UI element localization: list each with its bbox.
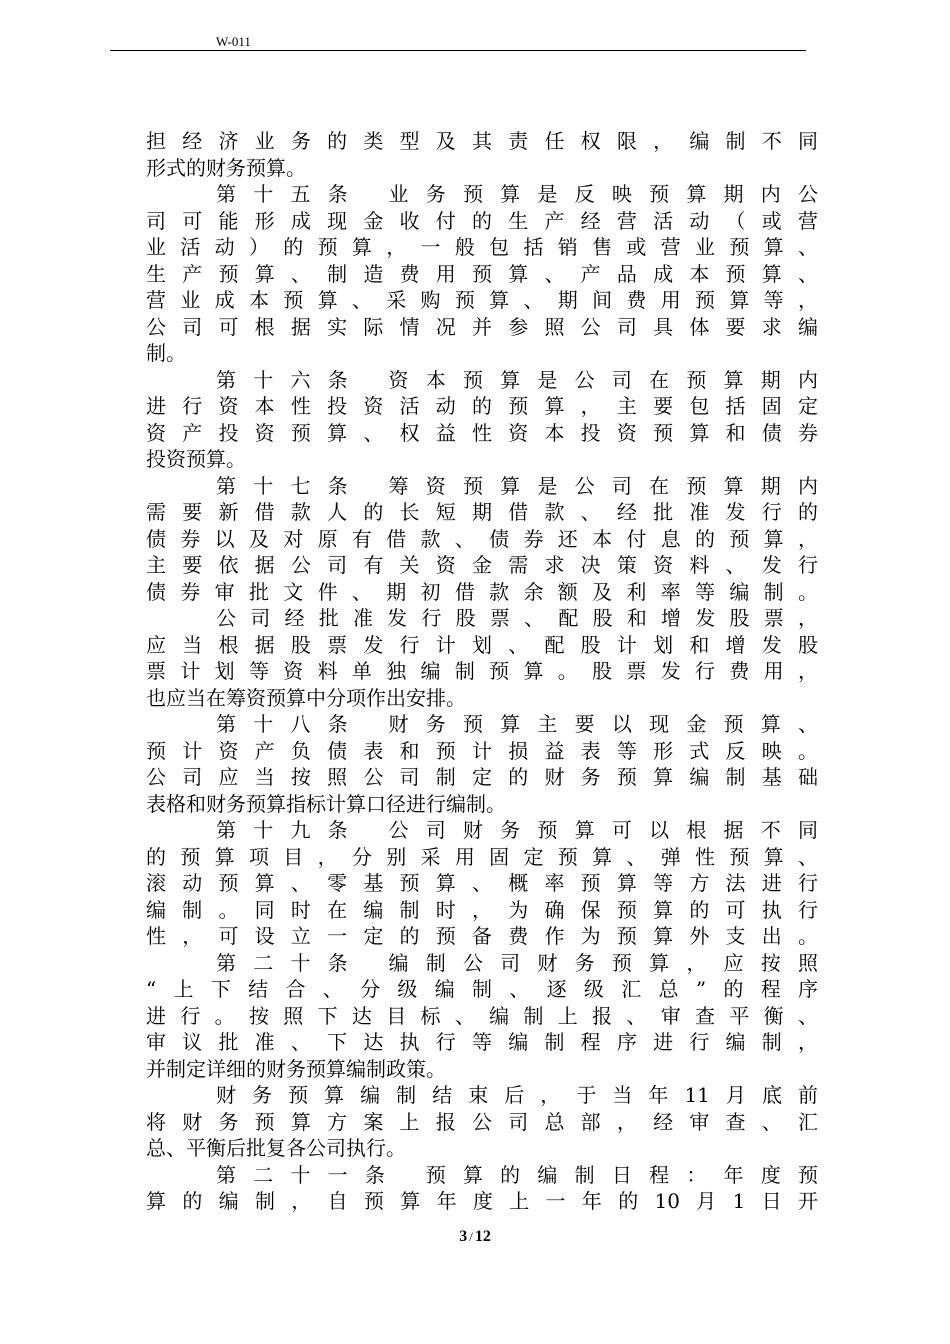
text-line: 营业成本预算、采购预算、期间费用预算等，	[146, 288, 818, 312]
text-line: 第十七条 筹资预算是公司在预算期内	[216, 473, 818, 498]
total-pages: 12	[474, 1228, 491, 1245]
text-line: 第十五条 业务预算是反映预算期内公	[216, 182, 818, 206]
text-line: 第二十一条 预算的编制日程：年度预	[216, 1162, 818, 1187]
text-line: 进行。按照下达目标、编制上报、审查平衡、	[146, 1003, 818, 1028]
text-line: 第二十条 编制公司财务预算，应按照	[216, 950, 818, 975]
text-line: 滚动预算、零基预算、概率预算等方法进行	[146, 871, 818, 895]
document-code: W-011	[216, 34, 251, 49]
text-line: 票计划等资料单独编制预算。股票发行费用，	[146, 659, 818, 683]
text-line: 并制定详细的财务预算编制政策。	[146, 1056, 446, 1081]
current-page: 3	[459, 1228, 468, 1245]
document-body	[146, 128, 818, 1215]
text-line: 制。	[146, 341, 186, 365]
text-line: “上下结合、分级编制、逐级汇总”的程序	[146, 977, 818, 1001]
page-number	[0, 1228, 950, 1246]
text-line: 将财务预算方案上报公司总部，经审查、汇	[146, 1109, 818, 1134]
text-line: 资产投资预算、权益性资本投资预算和债券	[146, 420, 818, 445]
text-line: 形式的财务预算。	[146, 155, 306, 180]
header-divider	[110, 50, 806, 51]
text-line: 第十六条 资本预算是公司在预算期内	[216, 367, 818, 392]
text-line: 进行资本性投资活动的预算，主要包括固定	[146, 394, 818, 418]
text-line: 也应当在筹资预算中分项作出安排。	[146, 685, 466, 710]
text-line: 公司经批准发行股票、配股和增发股票，	[216, 606, 818, 630]
text-line: 性，可设立一定的预备费作为预算外支出。	[146, 924, 818, 948]
text-line: 担经济业务的类型及其责任权限，编制不同	[146, 129, 818, 153]
text-line: 需要新借款人的长短期借款、经批准发行的	[146, 500, 818, 524]
text-line: 的预算项目，分别采用固定预算、弹性预算、	[146, 844, 818, 869]
text-line: 总、平衡后批复各公司执行。	[146, 1136, 406, 1160]
page-separator: /	[469, 1229, 473, 1244]
text-line: 司可能形成现金收付的生产经营活动（或营	[146, 208, 818, 233]
text-line: 投资预算。	[146, 447, 246, 471]
text-line: 债券审批文件、期初借款余额及利率等编制。	[146, 579, 818, 604]
text-line: 财务预算编制结束后，于当年11月底前	[216, 1083, 818, 1107]
text-line: 公司可根据实际情况并参照公司具体要求编	[146, 314, 818, 339]
text-line: 第十八条 财务预算主要以现金预算、	[216, 712, 818, 736]
text-line: 第十九条 公司财务预算可以根据不同	[216, 818, 818, 842]
text-line: 预计资产负债表和预计损益表等形式反映。	[146, 738, 818, 763]
text-line: 生产预算、制造费用预算、产品成本预算、	[146, 261, 818, 286]
text-line: 编制。同时在编制时，为确保预算的可执行	[146, 897, 818, 922]
text-line: 主要依据公司有关资金需求决策资料、发行	[146, 553, 818, 577]
text-line: 算的编制，自预算年度上一年的10月1日开	[146, 1189, 818, 1213]
text-line: 公司应当按照公司制定的财务预算编制基础	[146, 765, 818, 789]
text-line: 债券以及对原有借款、债券还本付息的预算，	[146, 526, 818, 551]
text-line: 审议批准、下达执行等编制程序进行编制，	[146, 1030, 818, 1054]
text-line: 应当根据股票发行计划、配股计划和增发股	[146, 632, 818, 657]
text-line: 表格和财务预算指标计算口径进行编制。	[146, 791, 506, 816]
text-line: 业活动）的预算，一般包括销售或营业预算、	[146, 235, 818, 259]
